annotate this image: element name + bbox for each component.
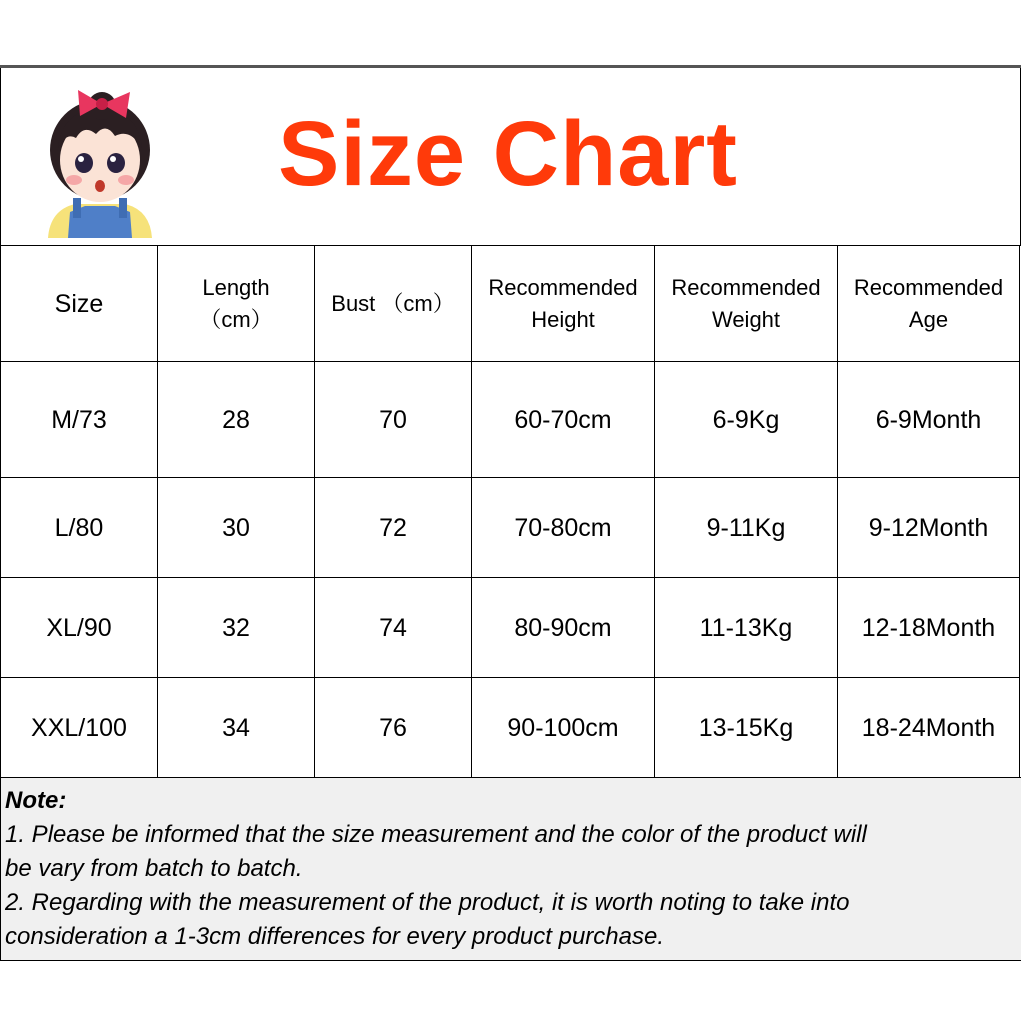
cell-size: XL/90 xyxy=(1,578,158,678)
note-line-4: consideration a 1-3cm differences for every product purchase. xyxy=(5,923,665,950)
table-row xyxy=(1,578,1020,678)
cell-length: 32 xyxy=(158,578,315,678)
note-line-3: 2. Regarding with the measurement of the product, it is worth noting to take into xyxy=(5,889,850,916)
cell-weight: 6-9Kg xyxy=(655,362,838,478)
header-size: Size xyxy=(1,246,158,362)
cell-age: 6-9Month xyxy=(838,362,1020,478)
cartoon-girl-avatar xyxy=(40,88,160,238)
cell-height: 90-100cm xyxy=(472,678,655,778)
header-weight: Recommended Weight xyxy=(655,246,838,362)
page-title: Size Chart xyxy=(278,103,738,205)
header-height: Recommended Height xyxy=(472,246,655,362)
cell-age: 12-18Month xyxy=(838,578,1020,678)
cell-bust: 74 xyxy=(315,578,472,678)
cell-age: 9-12Month xyxy=(838,478,1020,578)
cell-height: 60-70cm xyxy=(472,362,655,478)
cell-size: M/73 xyxy=(1,362,158,478)
cell-length: 30 xyxy=(158,478,315,578)
cell-weight: 11-13Kg xyxy=(655,578,838,678)
cell-weight: 13-15Kg xyxy=(655,678,838,778)
note-line-2: be vary from batch to batch. xyxy=(5,855,303,882)
table-row xyxy=(1,478,1020,578)
note-line-1: 1. Please be informed that the size measurement and the color of the product will xyxy=(5,821,867,848)
cell-size: XXL/100 xyxy=(1,678,158,778)
cell-age: 18-24Month xyxy=(838,678,1020,778)
header-length: Length （cm） xyxy=(158,246,315,362)
note-title: Note: xyxy=(5,787,67,814)
cell-length: 34 xyxy=(158,678,315,778)
table-row xyxy=(1,678,1020,778)
cell-bust: 76 xyxy=(315,678,472,778)
cell-weight: 9-11Kg xyxy=(655,478,838,578)
cell-size: L/80 xyxy=(1,478,158,578)
cell-bust: 72 xyxy=(315,478,472,578)
note-box xyxy=(0,777,1021,961)
cell-length: 28 xyxy=(158,362,315,478)
size-table xyxy=(0,245,1020,778)
cell-bust: 70 xyxy=(315,362,472,478)
header-bust: Bust （cm） xyxy=(315,246,472,362)
cell-height: 70-80cm xyxy=(472,478,655,578)
cell-height: 80-90cm xyxy=(472,578,655,678)
table-header-row xyxy=(1,246,1020,362)
table-row xyxy=(1,362,1020,478)
header-age: Recommended Age xyxy=(838,246,1020,362)
